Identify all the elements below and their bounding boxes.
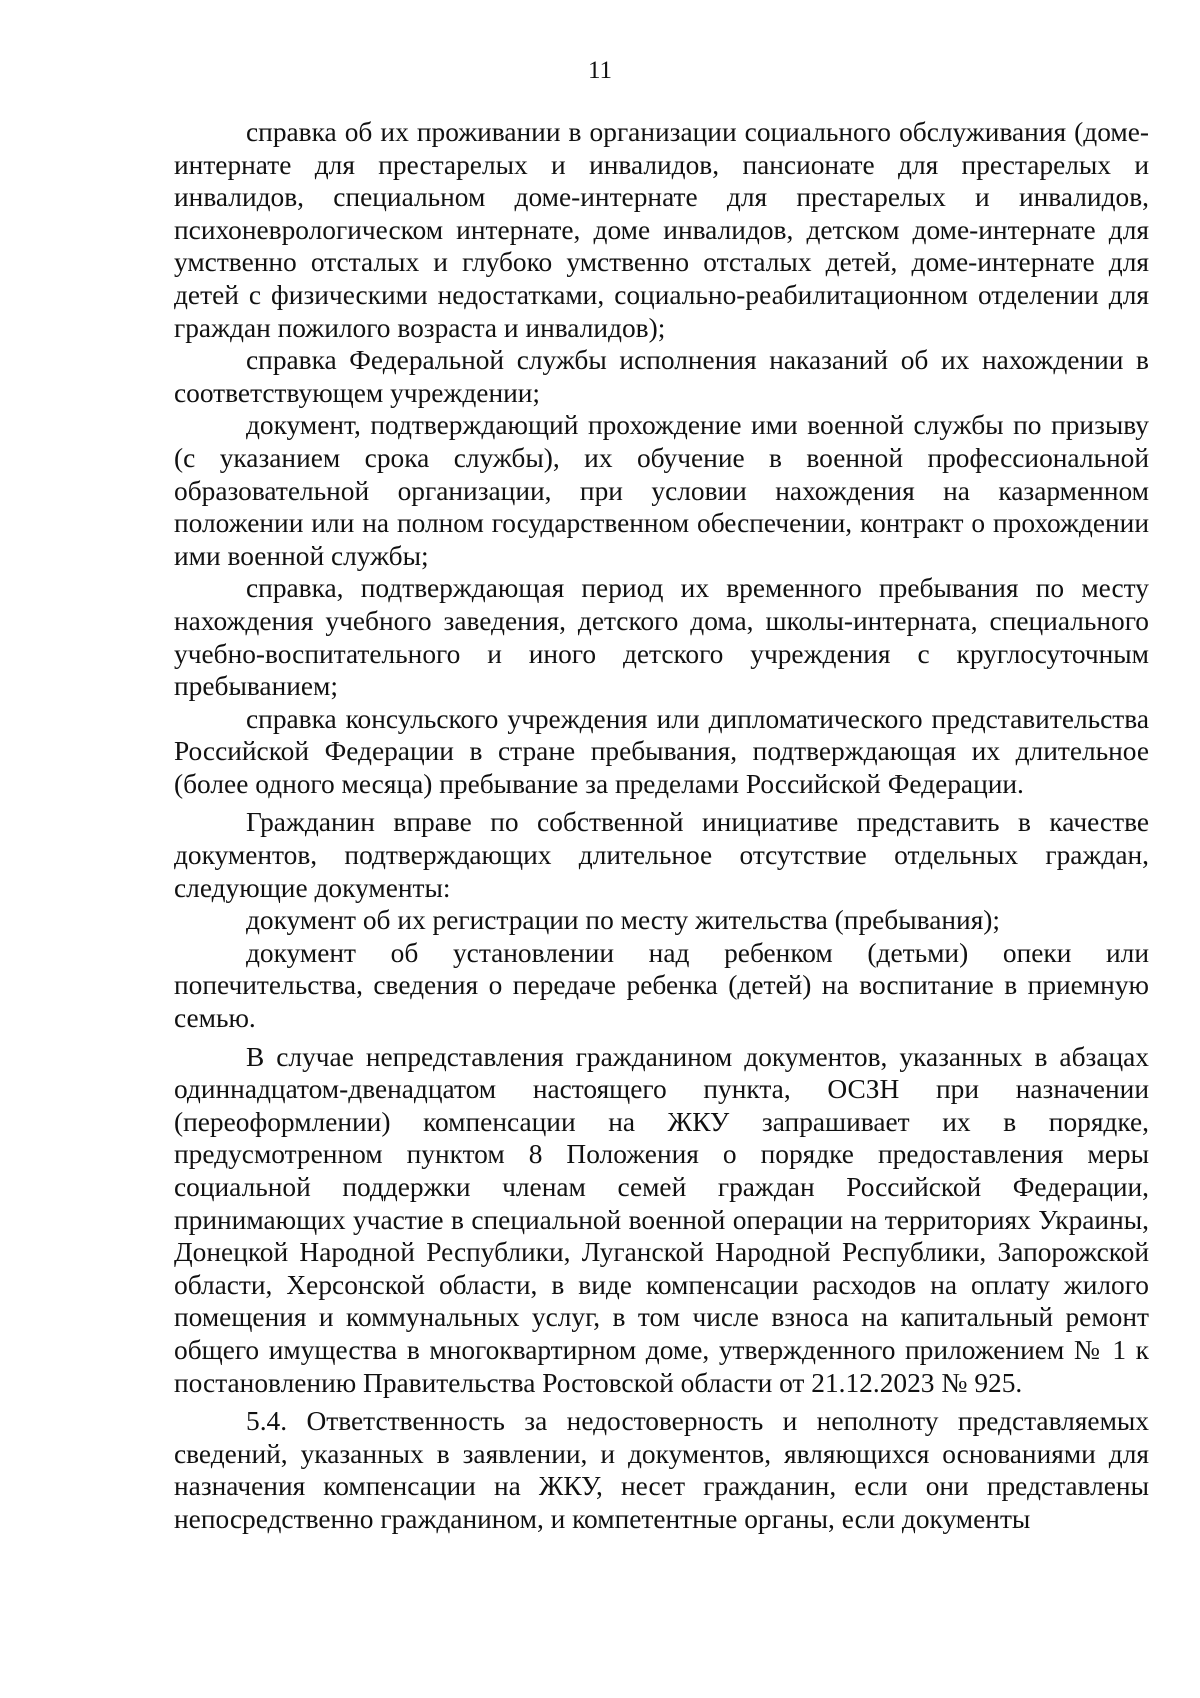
- document-body: [174, 116, 1149, 1536]
- paragraph-social-service-certificate: справка об их проживании в организации социального обслуживания (доме-интернате для престарелых и инвалидов, пансионате для престарелых и инвалидов, специальном доме-интернате для престарелых и инвалидов, психоневрологическом интернате, доме инвалидов, детском доме-интернате для умственно отсталых и глубоко умственно отсталых детей, доме-интернате для детей с физическими недостатками, социально-реабилитационном отделении для граждан пожилого возраста и инвалидов);: [174, 117, 1149, 343]
- paragraph-responsibility-5-4: 5.4. Ответственность за недостоверность и неполноту представляемых сведений, указанных в заявлении, и документов, являющихся основаниями для назначения компенсации на ЖКУ, несет гражданин, если они представлены непосредственно гражданином, и компетентные органы, если документы: [174, 1406, 1149, 1534]
- page-number: 11: [587, 57, 613, 84]
- paragraph-oszn-request: В случае непредставления гражданином документов, указанных в абзацах одиннадцатом-двенадцатом настоящего пункта, ОСЗН при назначении (переоформлении) компенсации на ЖКУ запрашивает их в порядке, предусмотренном пунктом 8 Положения о порядке предоставления меры социальной поддержки членам семей граждан Российской Федерации, принимающих участие в специальной военной операции на территориях Украины, Донецкой Народной Республики, Луганской Народной Республики, Запорожской области, Херсонской области, в виде компенсации расходов на оплату жилого помещения и коммунальных услуг, в том числе взноса на капитальный ремонт общего имущества в многоквартирном доме, утвержденного приложением № 1 к постановлению Правительства Ростовской области от 21.12.2023 № 925.: [174, 1041, 1149, 1398]
- paragraph-consular-certificate: справка консульского учреждения или дипломатического представительства Российской Федерации в стране пребывания, подтверждающая их длительное (более одного месяца) пребывание за пределами Российской Федерации.: [174, 703, 1149, 799]
- paragraph-military-service-document: документ, подтверждающий прохождение ими военной службы по призыву (с указанием срока службы), их обучение в военной профессиональной образовательной организации, при условии нахождения на казарменном положении или на полном государственном обеспечении, контракт о прохождении ими военной службы;: [174, 410, 1149, 571]
- paragraph-temporary-stay-certificate: справка, подтверждающая период их временного пребывания по месту нахождения учебного заведения, детского дома, школы-интерната, специального учебно-воспитательного и иного детского учреждения с круглосуточным пребыванием;: [174, 573, 1149, 702]
- paragraph-registration-document: документ об их регистрации по месту жительства (пребывания);: [246, 905, 1001, 936]
- paragraph-penitentiary-certificate: справка Федеральной службы исполнения наказаний об их нахождении в соответствующем учреждении;: [174, 345, 1149, 408]
- paragraph-guardianship-document: документ об установлении над ребенком (детьми) опеки или попечительства, сведения о передаче ребенка (детей) на воспитание в приемную семью.: [174, 937, 1149, 1034]
- paragraph-citizen-own-initiative: Гражданин вправе по собственной инициативе представить в качестве документов, подтверждающих длительное отсутствие отдельных граждан, следующие документы:: [174, 807, 1149, 903]
